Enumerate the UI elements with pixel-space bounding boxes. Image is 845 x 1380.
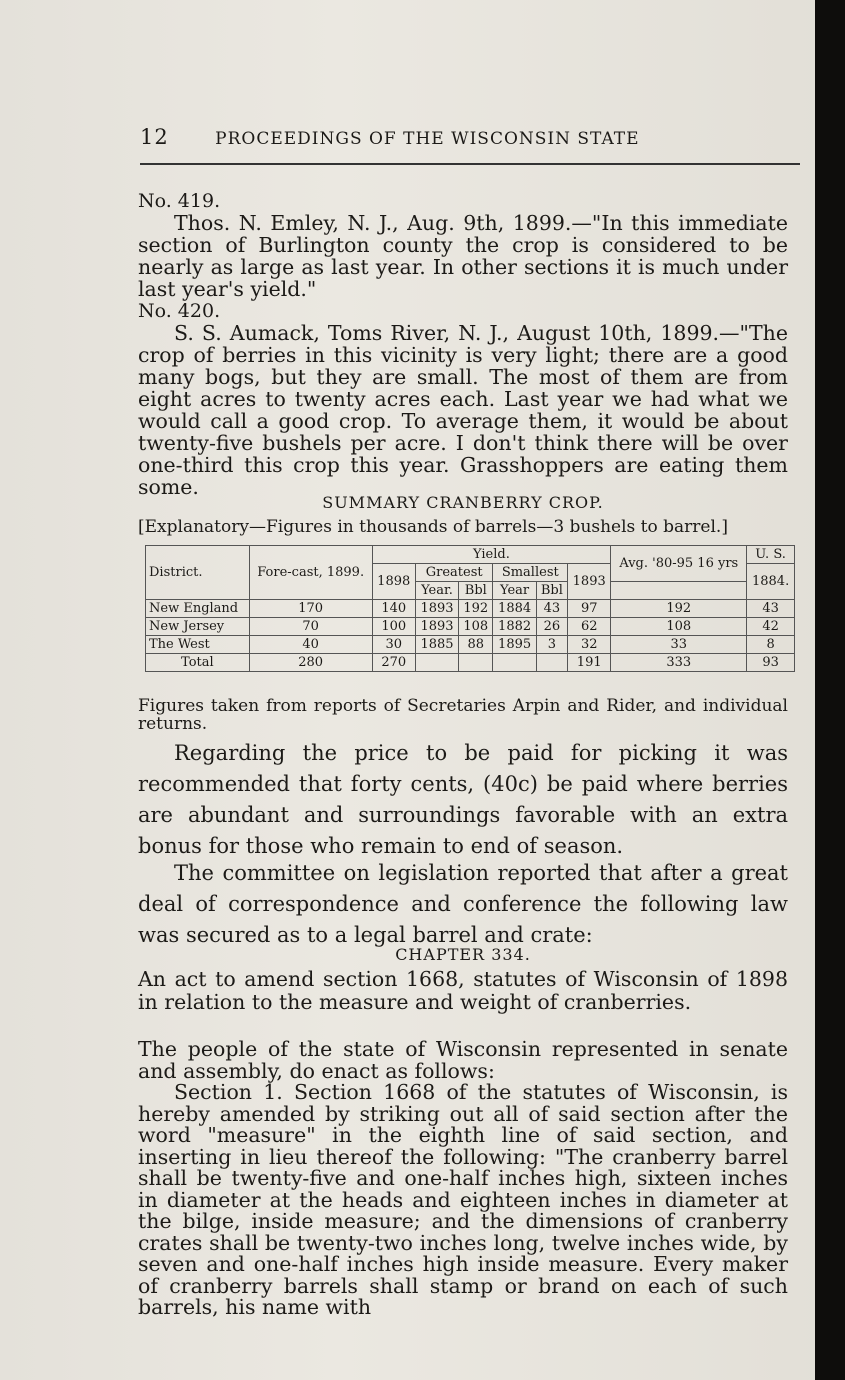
cell-empty bbox=[459, 654, 493, 672]
header-1898: 1898 bbox=[372, 564, 415, 600]
cell-avg: 97 bbox=[568, 600, 611, 618]
cell-1898: 140 bbox=[372, 600, 415, 618]
summary-explanatory: [Explanatory—Figures in thousands of barrels—3 bushels to barrel.] bbox=[138, 517, 728, 537]
entry-number: No. 420. bbox=[138, 300, 221, 322]
header-greatest-bbl: Bbl bbox=[459, 582, 493, 600]
table-row-total bbox=[146, 654, 795, 672]
cell-empty bbox=[493, 654, 536, 672]
entry-text: Thos. N. Emley, N. J., Aug. 9th, 1899.—"In this immediate section of Burlington county the crop is considered to be nearly as large as last year. In other sections it is much under last year's yield." bbox=[138, 211, 788, 301]
summary-table bbox=[145, 545, 795, 672]
entry-419 bbox=[138, 190, 788, 300]
header-forecast: Fore-cast, 1899. bbox=[249, 546, 372, 600]
cell-district: The West bbox=[146, 636, 250, 654]
header-greatest-year: Year. bbox=[415, 582, 458, 600]
cell-empty bbox=[415, 654, 458, 672]
cell-smallest-bbl: 3 bbox=[536, 636, 567, 654]
header-us-1884: 1884. bbox=[747, 564, 795, 600]
entry-text: S. S. Aumack, Toms River, N. J., August 10th, 1899.—"The crop of berries in this vicinity is very light; there are a good many bogs, but they are small. The most of them are from eight acres to twenty acres each. Last year we had what we would call a good crop. To average them, it would be about twenty-five bushels per acre. I don't think there will be over one-third this crop this year. Grasshoppers are eating them some. bbox=[138, 321, 788, 499]
cell-total-avg: 191 bbox=[568, 654, 611, 672]
header-us-1893: 1893 bbox=[568, 564, 611, 600]
cell-1898: 30 bbox=[372, 636, 415, 654]
cell-us-1893: 108 bbox=[611, 618, 747, 636]
table-row bbox=[146, 618, 795, 636]
cell-smallest-year: 1882 bbox=[493, 618, 536, 636]
cell-forecast: 40 bbox=[249, 636, 372, 654]
running-title: PROCEEDINGS OF THE WISCONSIN STATE bbox=[215, 129, 640, 149]
cell-forecast: 70 bbox=[249, 618, 372, 636]
header-us: U. S. bbox=[747, 546, 795, 564]
paragraph-committee: The committee on legislation reported that after a great deal of correspondence and conference the following law was secured as to a legal barrel and crate: bbox=[138, 861, 788, 947]
table-footnote: Figures taken from reports of Secretaries Arpin and Rider, and individual returns. bbox=[138, 696, 788, 734]
cell-smallest-bbl: 26 bbox=[536, 618, 567, 636]
entry-420 bbox=[138, 300, 788, 498]
cell-1898: 100 bbox=[372, 618, 415, 636]
cell-district: New Jersey bbox=[146, 618, 250, 636]
table-row bbox=[146, 636, 795, 654]
summary-title: SUMMARY CRANBERRY CROP. bbox=[322, 493, 604, 512]
cell-us-1884: 42 bbox=[747, 618, 795, 636]
header-avg: Avg. '80-95 16 yrs bbox=[611, 546, 747, 582]
section-1-text: Section 1. Section 1668 of the statutes of Wisconsin, is hereby amended by striking out all of said section after the word "measure" in the eighth line of said section, and inserting in lieu thereof the following: "The cranberry barrel shall be twenty-five and one-half inches high, sixteen inches in diameter at the heads and eighteen inches in diameter at the bilge, inside measure; and the dimensions of cranberry crates shall be twenty-two inches long, twelve inches wide, by seven and one-half inches high inside measure. Every maker of cranberry barrels shall stamp or brand on each of such barrels, his name with bbox=[138, 1080, 788, 1319]
cell-empty bbox=[536, 654, 567, 672]
cell-greatest-year: 1893 bbox=[415, 600, 458, 618]
enacting-clause: The people of the state of Wisconsin represented in senate and assembly, do enact as follows: bbox=[138, 1037, 788, 1083]
header-greatest: Greatest bbox=[415, 564, 493, 582]
cell-total-1898: 270 bbox=[372, 654, 415, 672]
cell-greatest-bbl: 108 bbox=[459, 618, 493, 636]
cell-greatest-bbl: 192 bbox=[459, 600, 493, 618]
table-row bbox=[146, 600, 795, 618]
cell-total-us-1884: 93 bbox=[747, 654, 795, 672]
cell-total-label: Total bbox=[146, 654, 250, 672]
cell-us-1884: 43 bbox=[747, 600, 795, 618]
cell-greatest-bbl: 88 bbox=[459, 636, 493, 654]
cell-smallest-year: 1884 bbox=[493, 600, 536, 618]
cell-us-1893: 33 bbox=[611, 636, 747, 654]
paragraph-picking-price: Regarding the price to be paid for picking it was recommended that forty cents, (40c) be paid where berries are abundant and surroundings favorable with an extra bonus for those who remain to end of season. bbox=[138, 741, 788, 858]
cell-total-us-1893: 333 bbox=[611, 654, 747, 672]
cell-district: New England bbox=[146, 600, 250, 618]
cell-smallest-bbl: 43 bbox=[536, 600, 567, 618]
cell-greatest-year: 1885 bbox=[415, 636, 458, 654]
entry-number: No. 419. bbox=[138, 190, 221, 212]
header-smallest: Smallest bbox=[493, 564, 568, 582]
header-smallest-bbl: Bbl bbox=[536, 582, 567, 600]
cell-forecast: 170 bbox=[249, 600, 372, 618]
chapter-heading: CHAPTER 334. bbox=[395, 945, 531, 964]
act-title: An act to amend section 1668, statutes of Wisconsin of 1898 in relation to the measure and weight of cranberries. bbox=[138, 967, 788, 1014]
cell-avg: 62 bbox=[568, 618, 611, 636]
header-yield: Yield. bbox=[372, 546, 611, 564]
cell-total-forecast: 280 bbox=[249, 654, 372, 672]
page-edge-shadow bbox=[815, 0, 845, 1380]
cell-us-1893: 192 bbox=[611, 600, 747, 618]
header-smallest-year: Year bbox=[493, 582, 536, 600]
cell-greatest-year: 1893 bbox=[415, 618, 458, 636]
page-number: 12 bbox=[140, 125, 169, 149]
cell-avg: 32 bbox=[568, 636, 611, 654]
cell-smallest-year: 1895 bbox=[493, 636, 536, 654]
running-header bbox=[140, 125, 800, 165]
cell-us-1884: 8 bbox=[747, 636, 795, 654]
header-district: District. bbox=[146, 546, 250, 600]
header-avg-spacer bbox=[611, 582, 747, 600]
